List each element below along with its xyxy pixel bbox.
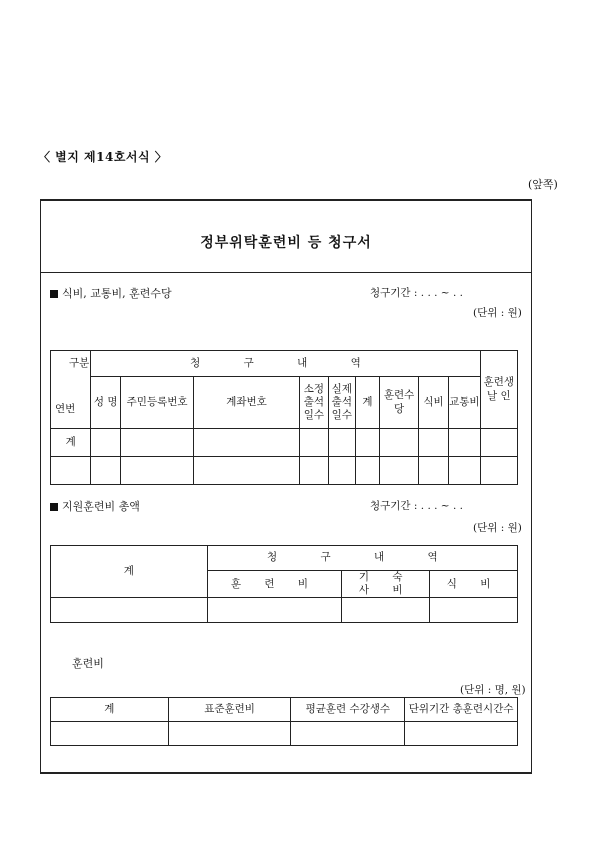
input-cell[interactable] <box>51 722 169 746</box>
input-cell[interactable] <box>51 457 91 485</box>
section3-table <box>50 697 518 746</box>
header-claim-details: 청 구 내 역 <box>207 546 517 571</box>
input-cell[interactable] <box>430 598 518 623</box>
input-cell[interactable] <box>207 598 342 623</box>
input-cell[interactable] <box>355 429 379 457</box>
section1-table <box>50 350 518 485</box>
input-cell[interactable] <box>379 457 418 485</box>
input-cell[interactable] <box>379 429 418 457</box>
header-dormitory-cost: 기 숙 사 비 <box>342 571 430 598</box>
input-cell[interactable] <box>121 429 194 457</box>
input-cell[interactable] <box>291 722 405 746</box>
section1-unit: (단위 : 원) <box>473 307 522 319</box>
input-cell[interactable] <box>419 429 449 457</box>
total-row-label: 계 <box>51 429 91 457</box>
input-cell[interactable] <box>91 457 121 485</box>
header-training-cost: 훈 련 비 <box>207 571 342 598</box>
input-cell[interactable] <box>121 457 194 485</box>
section2-heading-text: 지원훈련비 총액 <box>62 500 140 513</box>
header-resident-number: 주민등록번호 <box>121 377 194 429</box>
form-title: 정부위탁훈련비 등 청구서 <box>200 235 372 251</box>
form-reference: 〈 별지 제14호서식 〉 <box>38 150 168 164</box>
input-cell[interactable] <box>299 457 328 485</box>
input-cell[interactable] <box>51 598 208 623</box>
header-meal-cost: 식 비 <box>430 571 518 598</box>
input-cell[interactable] <box>419 457 449 485</box>
input-cell[interactable] <box>194 429 300 457</box>
square-bullet-icon <box>50 503 58 511</box>
input-cell[interactable] <box>91 429 121 457</box>
header-scheduled-days: 소정출석일수 <box>299 377 328 429</box>
header-gubun: 구분 <box>51 351 91 377</box>
header-trainee-seal: 훈련생 날 인 <box>480 351 517 429</box>
page-side-label: (앞쪽) <box>528 178 558 191</box>
input-cell[interactable] <box>448 429 480 457</box>
header-average-trainees: 평균훈련 수강생수 <box>291 698 405 722</box>
header-total: 계 <box>51 546 208 598</box>
header-subtotal: 계 <box>355 377 379 429</box>
header-transport-cost: 교통비 <box>448 377 480 429</box>
section1-heading <box>50 285 172 301</box>
section2-period: 청구기간 : . . . ~ . . <box>370 500 463 512</box>
header-claim-details: 청 구 내 역 <box>91 351 480 377</box>
input-cell[interactable] <box>342 598 430 623</box>
header-yeonbeon: 연번 <box>51 377 91 429</box>
header-standard-training-cost: 표준훈련비 <box>168 698 291 722</box>
input-cell[interactable] <box>405 722 518 746</box>
input-cell[interactable] <box>168 722 291 746</box>
section3-unit: (단위 : 명, 원) <box>460 684 526 696</box>
header-total-training-hours: 단위기간 총훈련시간수 <box>405 698 518 722</box>
input-cell[interactable] <box>448 457 480 485</box>
header-total: 계 <box>51 698 169 722</box>
input-cell[interactable] <box>355 457 379 485</box>
title-divider <box>40 272 532 273</box>
input-cell[interactable] <box>299 429 328 457</box>
input-cell[interactable] <box>480 429 517 457</box>
input-cell[interactable] <box>328 457 355 485</box>
section2-unit: (단위 : 원) <box>473 522 522 534</box>
header-account-number: 계좌번호 <box>194 377 300 429</box>
section1-period: 청구기간 : . . . ~ . . <box>370 287 463 299</box>
square-bullet-icon <box>50 290 58 298</box>
input-cell[interactable] <box>480 457 517 485</box>
header-actual-days: 실제출석일수 <box>328 377 355 429</box>
section2-table <box>50 545 518 623</box>
section1-heading-text: 식비, 교통비, 훈련수당 <box>62 287 172 300</box>
header-meal-cost: 식비 <box>419 377 449 429</box>
input-cell[interactable] <box>328 429 355 457</box>
section3-heading: 훈련비 <box>72 657 104 670</box>
input-cell[interactable] <box>194 457 300 485</box>
header-name: 성 명 <box>91 377 121 429</box>
header-training-allowance: 훈련수당 <box>379 377 418 429</box>
section2-heading <box>50 498 140 514</box>
